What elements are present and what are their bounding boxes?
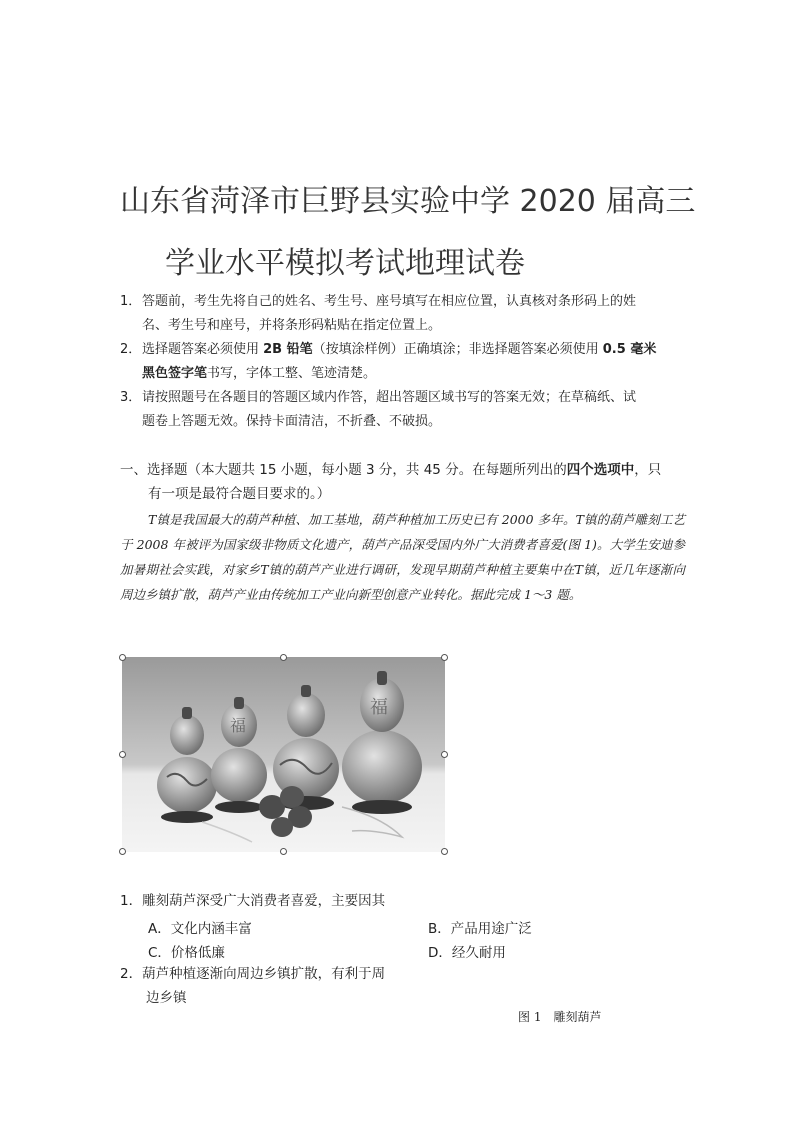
question-1-option-a: A．文化内涵丰富 — [148, 921, 252, 937]
instruction-2 — [120, 338, 680, 386]
resize-handle — [441, 751, 448, 758]
instruction-bold: 0.5 毫米 — [602, 342, 657, 357]
section-heading-tail: ，只 — [634, 462, 662, 478]
question-1-option-c: C．价格低廉 — [148, 945, 225, 961]
carved-gourds-image — [122, 657, 445, 852]
instruction-text-cont: 题卷上答题无效。保持卡面清洁，不折叠、不破损。 — [142, 414, 442, 429]
svg-text:福: 福 — [370, 697, 388, 718]
question-1-option-b: B．产品用途广泛 — [428, 921, 532, 937]
instruction-3 — [120, 386, 680, 434]
gourd-photo — [122, 657, 445, 852]
instruction-text-cont: 名、考生号和座号，并将条形码粘贴在指定位置上。 — [142, 318, 442, 333]
instruction-number: 2． — [120, 342, 142, 357]
resize-handle — [441, 848, 448, 855]
section-heading-bold: 四个选项中 — [566, 462, 635, 478]
instruction-bold: 2B 铅笔 — [263, 342, 313, 357]
resize-handle — [119, 654, 126, 661]
instruction-text: 答题前，考生先将自己的姓名、考生号、座号填写在相应位置，认真核对条形码上的姓 — [142, 294, 637, 309]
exam-title-line1: 山东省菏泽市巨野县实验中学 2020 届高三 — [120, 184, 696, 219]
resize-handle — [280, 848, 287, 855]
resize-handle — [441, 654, 448, 661]
instruction-text: （按填涂样例）正确填涂；非选择题答案必须使用 — [312, 342, 603, 357]
figure-caption: 图 1 雕刻葫芦 — [518, 1010, 602, 1024]
section-heading — [120, 458, 680, 506]
question-2-stem: 2．葫芦种植逐渐向周边乡镇扩散，有利于周 — [120, 966, 386, 982]
instruction-1 — [120, 290, 680, 338]
question-1-stem: 1．雕刻葫芦深受广大消费者喜爱，主要因其 — [120, 893, 386, 909]
instruction-text-cont: 书写，字体工整、笔迹清楚。 — [207, 366, 377, 381]
resize-handle — [119, 848, 126, 855]
resize-handle — [119, 751, 126, 758]
reading-passage: T镇是我国最大的葫芦种植、加工基地，葫芦种植加工历史已有 2000 多年。T镇的葫芦雕刻工艺于 2008 年被评为国家级非物质文化遗产，葫芦产品深受国内外广大消费者喜爱(图 1)。大学生安迪参加暑期社会实践，对家乡T镇的葫芦产业进行调研，发现早期葫芦种植主要集中在T镇，近几年逐渐向周边乡镇扩散，葫芦产业由传统加工产业向新型创意产业转化。据此完成 1～3 题。 — [120, 512, 685, 602]
section-heading-line2: 有一项是最符合题目要求的。） — [148, 486, 331, 502]
question-1-option-d: D．经久耐用 — [428, 945, 506, 961]
exam-title-line2: 学业水平模拟考试地理试卷 — [165, 246, 525, 281]
section-heading-text: 一、选择题（本大题共 15 小题，每小题 3 分，共 45 分。在每题所列出的 — [120, 462, 567, 478]
instruction-number: 1． — [120, 294, 142, 309]
instruction-bold: 黑色签字笔 — [142, 366, 208, 381]
instruction-text: 请按照题号在各题目的答题区域内作答，超出答题区域书写的答案无效；在草稿纸、试 — [142, 390, 637, 405]
question-2-stem-cont: 边乡镇 — [146, 990, 187, 1006]
instruction-text: 选择题答案必须使用 — [142, 342, 264, 357]
instruction-number: 3． — [120, 390, 142, 405]
svg-text:福: 福 — [230, 716, 247, 735]
resize-handle — [280, 654, 287, 661]
